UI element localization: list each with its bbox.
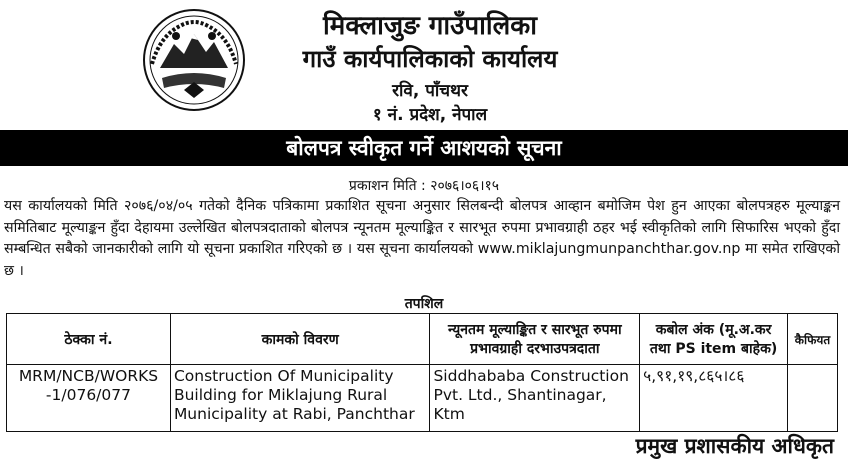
cell-remarks	[787, 365, 837, 432]
province-line: १ नं. प्रदेश, नेपाल	[372, 105, 488, 125]
header-remarks: कैफियत	[787, 314, 837, 365]
signature-title: प्रमुख प्रशासकीय अधिकृत	[635, 434, 834, 458]
office-title: गाउँ कार्यपालिकाको कार्यालय	[302, 45, 558, 73]
publish-date: प्रकाशन मिति : २०७६।०६।१५	[348, 178, 500, 194]
table-header-row	[7, 314, 838, 365]
cell-amount: ५,९१,१९,८६५।८६	[640, 365, 788, 432]
cell-description: Construction Of Municipality Building for Miklajung Rural Municipality at Rabi, Panchthar	[170, 365, 430, 432]
header-contract-no: ठेक्का नं.	[7, 314, 171, 365]
municipality-title: मिक्लाजुङ गाउँपालिका	[323, 11, 537, 41]
notice-body: यस कार्यालयको मिति २०७६/०४/०५ गतेको दैनिक पत्रिकामा प्रकाशित सूचना अनुसार सिलबन्दी बोलपत्र आव्हान बमोजिम पेश हुन आएका बोलपत्रहरु मूल्याङ्कन समितिबाट मूल्याङ्कन हुँदा देहायमा उल्लेखित बोलपत्रदाताको बोलपत्र न्यूनतम मूल्याङ्कित र सारभूत रुपमा प्रभावग्राही ठहर भई स्वीकृतिको लागि सिफारिस भएको हुँदा सम्बन्धित सबैको जानकारीको लागि यो सूचना प्रकाशित गरिएको छ । यस सूचना कार्यालयको www.miklajungmunpanchthar.gov.np मा समेत राखिएको छ ।	[4, 198, 840, 279]
table-row	[7, 365, 838, 432]
award-table	[6, 313, 838, 432]
details-label: तपशिल	[404, 296, 444, 312]
header-amount: कबोल अंक (मू.अ.कर तथा PS item बाहेक)	[640, 314, 788, 365]
office-address: रवि, पाँचथर	[392, 81, 468, 101]
letterhead	[0, 0, 848, 128]
nepal-emblem-icon	[140, 6, 248, 114]
cell-contract-no: MRM/NCB/WORKS -1/076/077	[7, 365, 171, 432]
header-description: कामको विवरण	[170, 314, 430, 365]
cell-bidder: Siddhababa Construction Pvt. Ltd., Shantinagar, Ktm	[430, 365, 640, 432]
header-bidder: न्यूनतम मूल्याङ्कित र सारभूत रुपमा प्रभावग्राही दरभाउपत्रदाता	[430, 314, 640, 365]
notice-heading: बोलपत्र स्वीकृत गर्ने आशयको सूचना	[0, 130, 848, 166]
